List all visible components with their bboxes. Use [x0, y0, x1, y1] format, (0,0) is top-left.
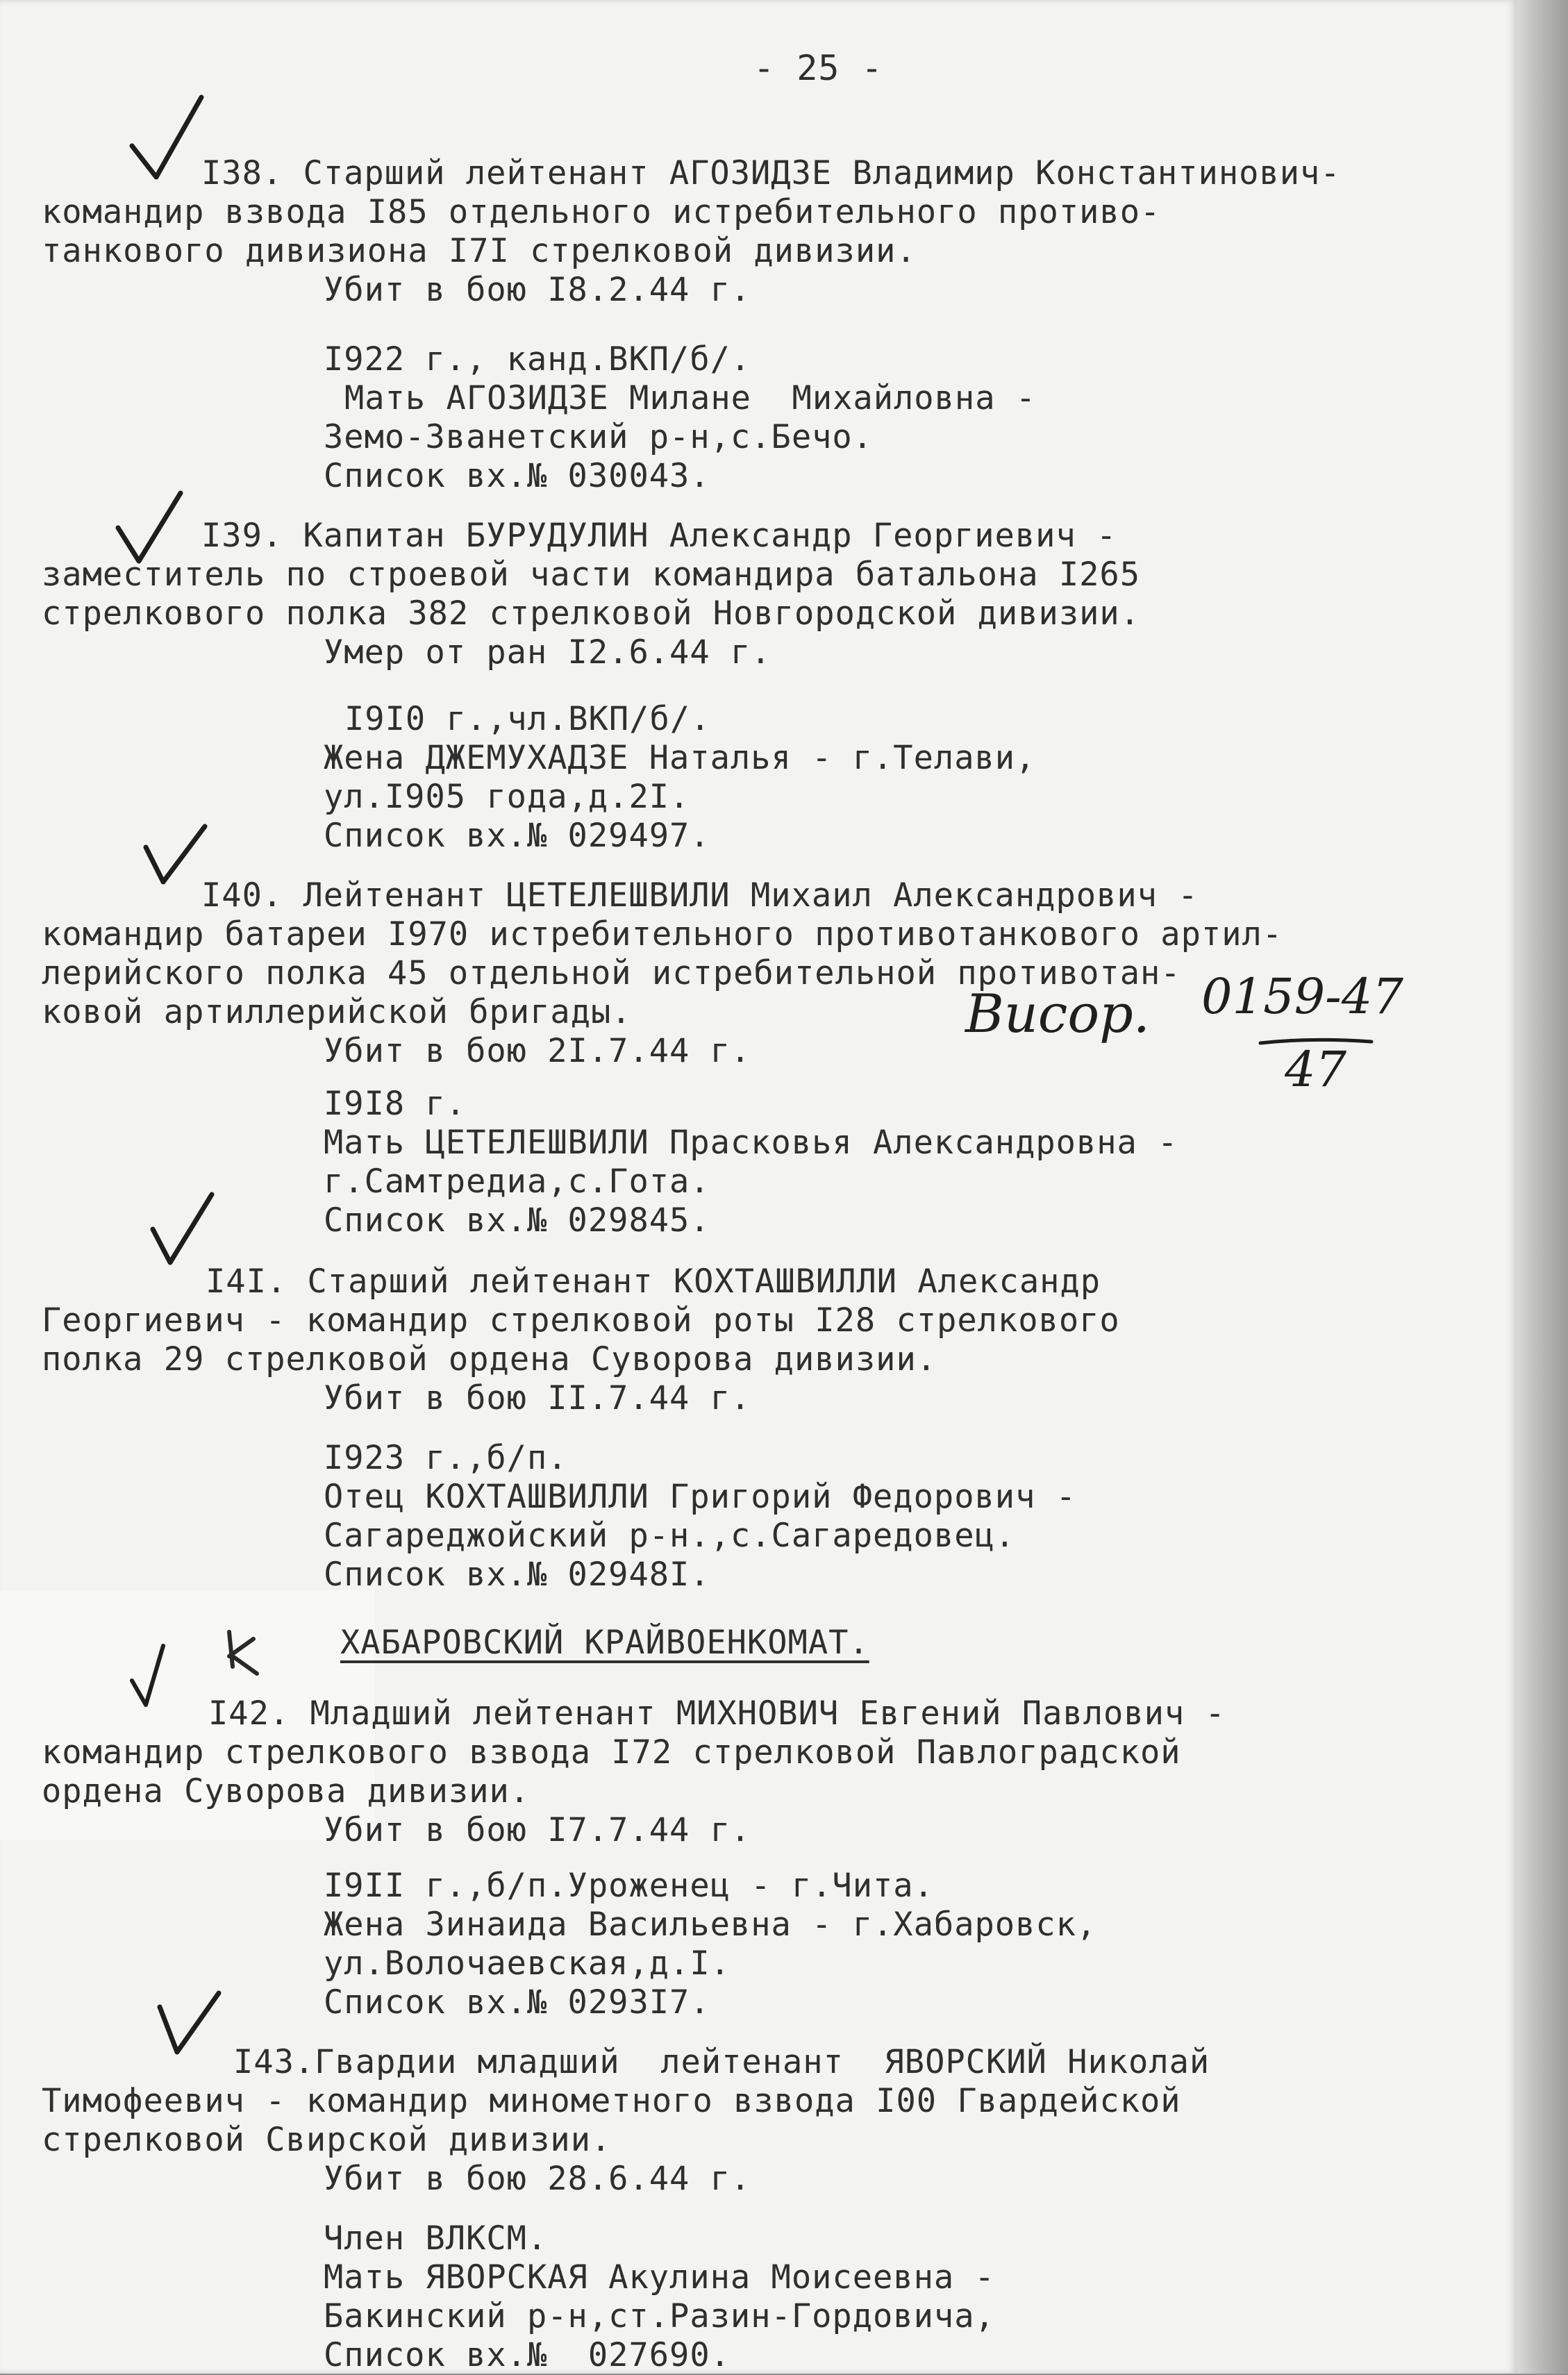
entry-line: Список вх.№ 027690. — [324, 2336, 731, 2374]
entry-line: Отец КОХТАШВИЛЛИ Григорий Федорович - — [324, 1478, 1076, 1516]
checkmark-icon — [153, 1986, 229, 2062]
entry-line: командир взвода I85 отдельного истребительного противо- — [42, 193, 1161, 231]
entry-line: I9II г.,б/п.Уроженец - г.Чита. — [324, 1867, 934, 1905]
handwritten-number: 0159-47 — [1201, 968, 1403, 1025]
checkmark-icon — [139, 819, 215, 889]
entry-line: стрелкового полка 382 стрелковой Новгородской дивизии. — [42, 594, 1141, 633]
entry-line: I4I. Старший лейтенант КОХТАШВИЛЛИ Александр — [206, 1262, 1101, 1301]
entry-line: Сагареджойский р-н.,с.Сагаредовец. — [324, 1517, 1016, 1555]
entry-line: Жена ДЖЕМУХАДЗЕ Наталья - г.Телави, — [324, 739, 1036, 777]
entry-line: командир батареи I970 истребительного противотанкового артил- — [42, 915, 1283, 953]
checkmark-icon — [125, 90, 208, 188]
page-number: - 25 - — [753, 48, 883, 88]
entry-line: Убит в бою II.7.44 г. — [324, 1379, 751, 1417]
entry-line: Мать ЯВОРСКАЯ Акулина Моисеевна - — [324, 2258, 995, 2297]
entry-line: I42. Младший лейтенант МИХНОВИЧ Евгений Павлович - — [208, 1694, 1226, 1733]
entry-line: Убит в бою 2I.7.44 г. — [324, 1032, 751, 1070]
entry-line: Убит в бою I8.2.44 г. — [324, 271, 751, 309]
page-edge — [1517, 0, 1568, 2374]
entry-line: I9I0 г.,чл.ВКП/б/. — [344, 700, 711, 738]
entry-line: полка 29 стрелковой ордена Суворова дивизии. — [42, 1340, 937, 1378]
handwritten-number: 47 — [1285, 1041, 1347, 1098]
entry-line: Земо-Званетский р-н,с.Бечо. — [324, 418, 874, 456]
entry-line: ул.Волочаевская,д.I. — [324, 1944, 731, 1983]
entry-line: Член ВЛКСМ. — [324, 2219, 548, 2258]
entry-line: стрелковой Свирской дивизии. — [42, 2121, 612, 2159]
entry-line: Список вх.№ 02948I. — [324, 1556, 710, 1594]
entry-line: ковой артиллерийской бригады. — [42, 993, 632, 1031]
entry-line: Убит в бою I7.7.44 г. — [324, 1811, 751, 1849]
entry-line: Тимофеевич - командир минометного взвода I00 Гвардейской — [42, 2082, 1181, 2120]
entry-line: I39. Капитан БУРУДУЛИН Александр Георгиевич - — [201, 517, 1117, 555]
entry-line: Убит в бою 28.6.44 г. — [324, 2160, 751, 2198]
entry-line: Мать АГОЗИДЗЕ Милане Михайловна - — [344, 379, 1037, 417]
entry-line: Список вх.№ 030043. — [324, 457, 710, 495]
entry-line: танкового дивизиона I7I стрелковой дивизии. — [42, 232, 917, 270]
checkmark-icon — [111, 486, 194, 569]
entry-line: I40. Лейтенант ЦЕТЕЛЕШВИЛИ Михаил Александрович - — [201, 876, 1199, 915]
entry-line: I38. Старший лейтенант АГОЗИДЗЕ Владимир Константинович- — [201, 154, 1341, 192]
entry-line: I9I8 г. — [324, 1085, 467, 1123]
entry-line: I922 г., канд.ВКП/б/. — [324, 340, 751, 378]
entry-line: Умер от ран I2.6.44 г. — [324, 633, 772, 672]
handwritten-annotation: Висор. — [965, 983, 1150, 1044]
entry-line: лерийского полка 45 отдельной истребительной противотан- — [42, 954, 1181, 992]
entry-line: Список вх.№ 029845. — [324, 1201, 710, 1240]
entry-line: командир стрелкового взвода I72 стрелковой Павлоградской — [42, 1733, 1181, 1772]
entry-line: г.Самтредиа,с.Гота. — [324, 1162, 710, 1201]
section-header: ХАБАРОВСКИЙ КРАЙВОЕНКОМАТ. — [340, 1624, 869, 1662]
entry-line: Георгиевич - командир стрелковой роты I28 стрелкового — [42, 1301, 1120, 1340]
entry-line: Жена Зинаида Васильевна - г.Хабаровск, — [324, 1906, 1097, 1944]
entry-line: заместитель по строевой части командира батальона I265 — [42, 556, 1141, 594]
entry-line: Список вх.№ 0293I7. — [324, 1983, 710, 2022]
entry-line: ул.I905 года,д.2I. — [324, 778, 690, 816]
entry-line: Мать ЦЕТЕЛЕШВИЛИ Прасковья Александровна - — [324, 1124, 1178, 1162]
entry-line: I923 г.,б/п. — [324, 1439, 568, 1477]
entry-line: ордена Суворова дивизии. — [42, 1772, 531, 1810]
entry-line: Список вх.№ 029497. — [324, 817, 710, 855]
entry-line: Бакинский р-н,ст.Разин-Гордовича, — [324, 2297, 995, 2335]
checkmark-icon — [146, 1188, 222, 1271]
checkmark-icon — [125, 1625, 292, 1715]
entry-line: I43.Гвардии младший лейтенант ЯВОРСКИЙ Николай — [233, 2043, 1210, 2081]
